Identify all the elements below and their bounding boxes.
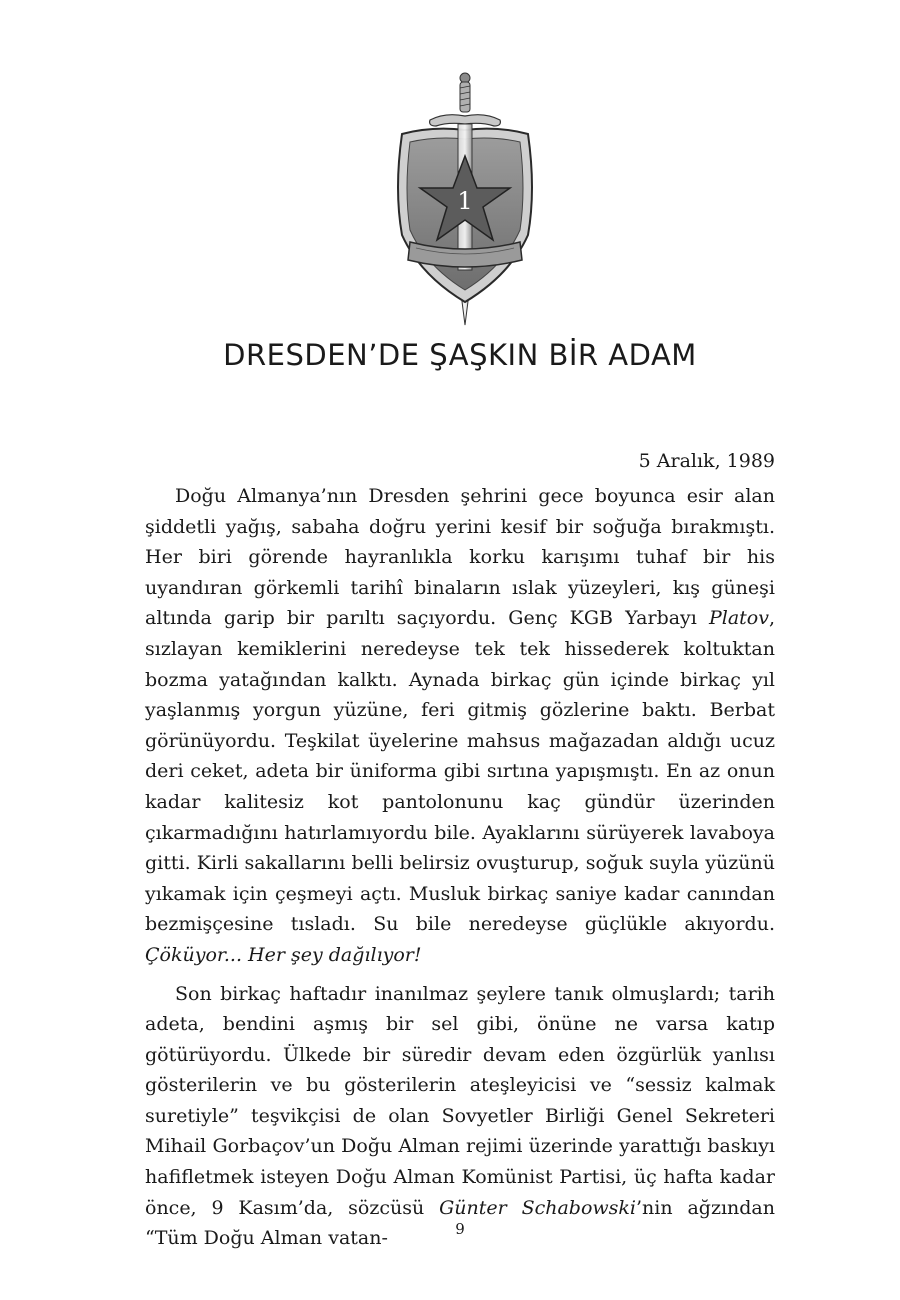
- paragraph: [145, 481, 775, 971]
- body-text: [145, 481, 775, 1254]
- paragraph: [145, 979, 775, 1254]
- italic-run: Günter Schabowski: [439, 1196, 637, 1219]
- text-run: Doğu Almanya’nın Dresden şehrini gece boyunca esir alan şiddetli yağış, sabaha doğru yerini kesif bir soğuğa bırakmıştı. Her biri görende hayranlıkla korku karışımı tuhaf bir his uyandıran görkemli tarihî binaların ıslak yüzeyleri, kış güneşi altında garip bir parıltı saçıyordu. Genç KGB Yarbayı: [145, 485, 775, 630]
- italic-run: Platov: [708, 607, 769, 630]
- text-run: , sızlayan kemiklerini neredeyse tek tek hissederek koltuktan bozma yatağından kalktı. Aynada birkaç gün içinde birkaç yıl yaşlanmış yorgun yüzüne, feri gitmiş gözlerine baktı. Berbat görünüyordu. Teşkilat üyelerine mahsus mağazadan aldığı ucuz deri ceket, adeta bir üniforma gibi sırtına yapışmıştı. En az onun kadar kalitesiz kot pantolonunu kaç gündür üzerinden çıkarmadığını hatırlamıyordu bile. Ayaklarını sürüyerek lavaboya gitti. Kirli sakallarını belli belirsiz ovuşturup, soğuk suyla yüzünü yıkamak için çeşmeyi açtı. Musluk birkaç saniye kadar canından bezmişçesine tısladı. Su bile neredeyse güçlükle akıyordu.: [145, 607, 775, 936]
- chapter-number: 1: [457, 187, 473, 215]
- text-run: ’nin ağzından “Tüm Doğu Alman vatan-: [145, 1196, 775, 1250]
- chapter-title: DRESDEN’DE ŞAŞKIN BİR ADAM: [223, 338, 697, 372]
- page-number: 9: [455, 1220, 465, 1238]
- chapter-emblem: [390, 70, 540, 330]
- chapter-date: 5 Aralık, 1989: [638, 450, 775, 472]
- text-run: Son birkaç haftadır inanılmaz şeylere tanık olmuşlardı; tarih adeta, bendini aşmış bir sel gibi, önüne ne varsa katıp götürüyordu. Ülkede bir süredir devam eden özgürlük yanlısı gösterilerin ve bu gösterilerin ateşleyicisi ve “sessiz kalmak suretiyle” teşvikçisi de olan Sovyetler Birliği Genel Sekreteri Mihail Gorbaçov’un Doğu Alman rejimi üzerinde yarattığı baskıyı hafifletmek isteyen Doğu Alman Komünist Partisi, üç hafta kadar önce, 9 Kasım’da, sözcüsü: [145, 982, 775, 1219]
- italic-run: Çöküyor... Her şey dağılıyor!: [145, 943, 422, 966]
